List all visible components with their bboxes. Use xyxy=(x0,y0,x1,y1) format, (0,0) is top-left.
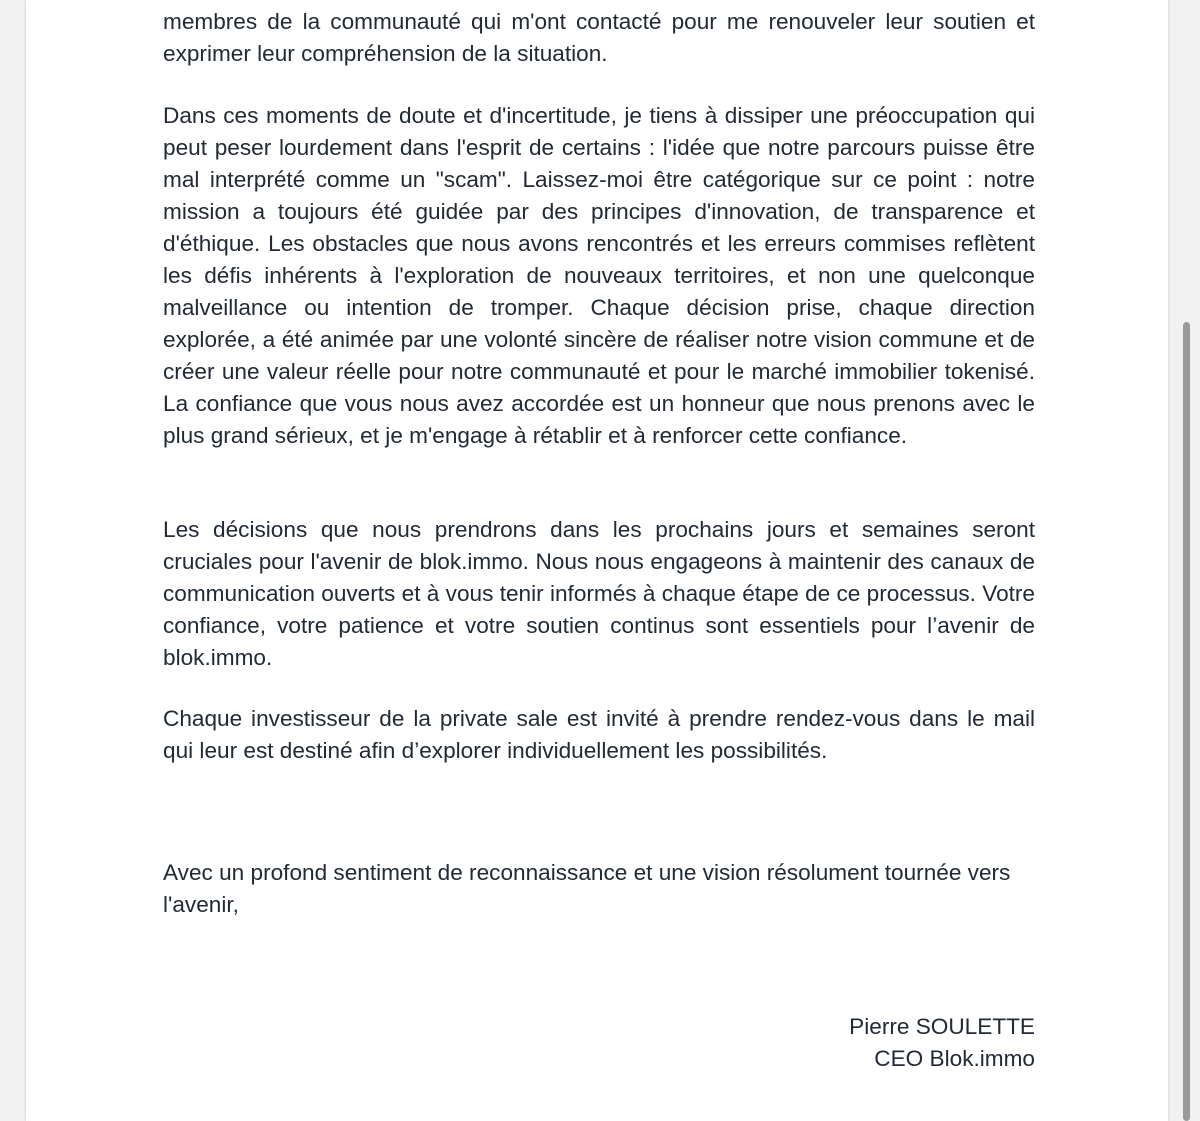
signature-name: Pierre SOULETTE xyxy=(849,1014,1035,1039)
paragraph-closing: Avec un profond sentiment de reconnaissance et une vision résolument tournée vers l'avenir, xyxy=(163,860,1011,917)
scrollbar-thumb[interactable] xyxy=(1183,322,1190,1121)
signature-block xyxy=(163,1011,1035,1075)
vertical-scrollbar[interactable] xyxy=(1180,0,1194,1121)
document-page xyxy=(26,0,1168,1121)
paragraph-upcoming-decisions: Les décisions que nous prendrons dans les prochains jours et semaines seront cruciales pour l'avenir de blok.immo. Nous nous engageons à maintenir des canaux de communication ouverts et à vous tenir informés à chaque étape de ce processus. Votre confiance, votre patience et votre soutien continus sont essentiels pour l’avenir de blok.immo. xyxy=(163,517,1035,670)
signature-title: CEO Blok.immo xyxy=(874,1046,1035,1071)
paragraph-scam-clarification: Dans ces moments de doute et d'incertitude, je tiens à dissiper une préoccupation qui peut peser lourdement dans l'esprit de certains : l'idée que notre parcours puisse être mal interprété comme un "scam". Laissez-moi être catégorique sur ce point : notre mission a toujours été guidée par des principes d'innovation, de transparence et d'éthique. Les obstacles que nous avons rencontrés et les erreurs commises reflètent les défis inhérents à l'exploration de nouveaux territoires, et non une quelconque malveillance ou intention de tromper. Chaque décision prise, chaque direction explorée, a été animée par une volonté sincère de réaliser notre vision commune et de créer une valeur réelle pour notre communauté et pour le marché immobilier tokenisé. La confiance que vous nous avez accordée est un honneur que nous prenons avec le plus grand sérieux, et je m'engage à rétablir et à renforcer cette confiance. xyxy=(163,103,1035,448)
paragraph-continuation: membres de la communauté qui m'ont contacté pour me renouveler leur soutien et exprimer leur compréhension de la situation. xyxy=(163,9,1035,66)
paragraph-private-sale: Chaque investisseur de la private sale est invité à prendre rendez-vous dans le mail qui leur est destiné afin d’explorer individuellement les possibilités. xyxy=(163,706,1035,763)
